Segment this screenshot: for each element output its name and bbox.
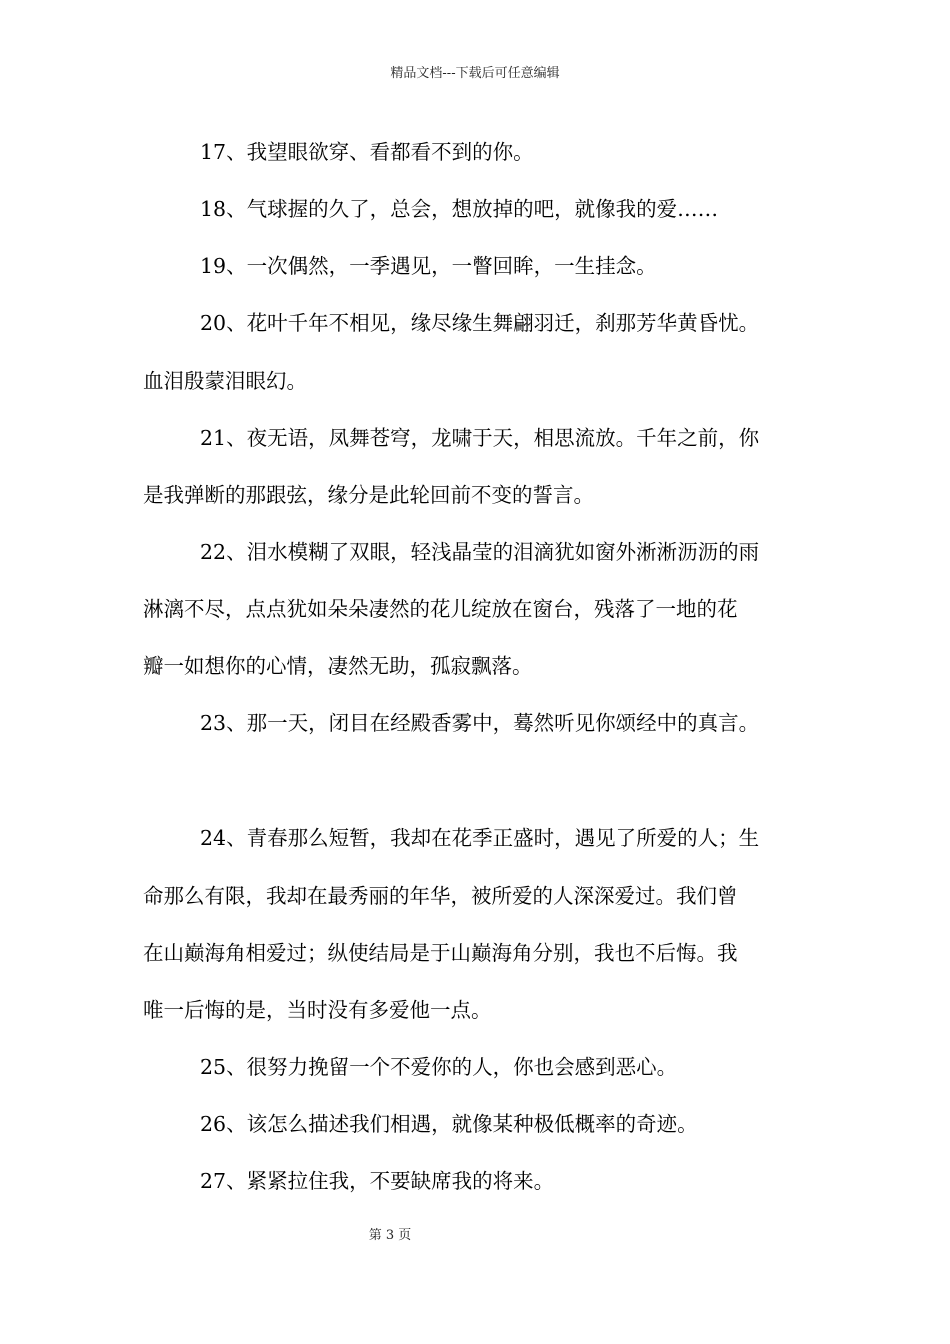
paragraph-26-line-1: 26、该怎么描述我们相遇，就像某种极低概率的奇迹。 <box>200 1112 698 1136</box>
paragraph-20-line-1: 20、花叶千年不相见，缘尽缘生舞翩羽迁，刹那芳华黄昏忧。 <box>200 311 760 335</box>
paragraph-21-line-2: 是我弹断的那跟弦，缘分是此轮回前不变的誓言。 <box>143 483 594 507</box>
page-header: 精品文档---下载后可任意编辑 <box>390 66 560 81</box>
paragraph-24-line-3: 在山巅海角相爱过；纵使结局是于山巅海角分别，我也不后悔。我 <box>143 941 738 965</box>
paragraph-22-line-1: 22、泪水模糊了双眼，轻浅晶莹的泪滴犹如窗外淅淅沥沥的雨 <box>200 540 760 564</box>
paragraph-24-line-4: 唯一后悔的是，当时没有多爱他一点。 <box>143 998 492 1022</box>
paragraph-19-line-1: 19、一次偶然，一季遇见，一瞥回眸，一生挂念。 <box>200 254 657 278</box>
page-number: 第 3 页 <box>368 1228 412 1243</box>
paragraph-24-line-1: 24、青春那么短暂，我却在花季正盛时，遇见了所爱的人；生 <box>200 826 760 850</box>
paragraph-27-line-1: 27、紧紧拉住我，不要缺席我的将来。 <box>200 1169 555 1193</box>
paragraph-22-line-3: 瓣一如想你的心情，凄然无助，孤寂飘落。 <box>143 654 533 678</box>
paragraph-25-line-1: 25、很努力挽留一个不爱你的人，你也会感到恶心。 <box>200 1055 678 1079</box>
paragraph-22-line-2: 淋漓不尽，点点犹如朵朵凄然的花儿绽放在窗台，残落了一地的花 <box>143 597 738 621</box>
paragraph-20-line-2: 血泪殷蒙泪眼幻。 <box>143 369 307 393</box>
paragraph-21-line-1: 21、夜无语，凤舞苍穹，龙啸于天，相思流放。千年之前，你 <box>200 426 760 450</box>
paragraph-24-line-2: 命那么有限，我却在最秀丽的年华，被所爱的人深深爱过。我们曾 <box>143 884 738 908</box>
paragraph-23-line-1: 23、那一天，闭目在经殿香雾中，蓦然听见你颂经中的真言。 <box>200 711 760 735</box>
paragraph-18-line-1: 18、气球握的久了，总会，想放掉的吧，就像我的爱…… <box>200 197 719 221</box>
paragraph-17-line-1: 17、我望眼欲穿、看都看不到的你。 <box>200 140 534 164</box>
